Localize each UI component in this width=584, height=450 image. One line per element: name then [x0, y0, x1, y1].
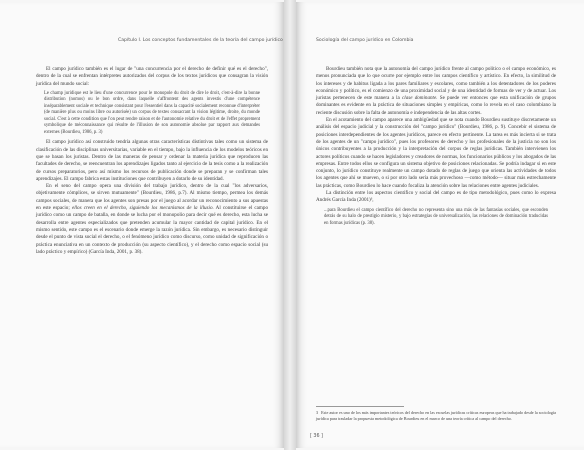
paragraph-text: En el seno del campo opera una división del trabajo jurídico, dentro de la cual "los adversarios, objetivamente cómplices, se sirven mutuamente" (Bourdieu, 1986, p.7). Al mismo tiempo, permea los demás campos sociales, de manera que los agentes son presas por el juego al acordar un reconocimiento a sus apuestas en este espacio; [36, 183, 268, 212]
footnote-text: Este autor es uno de los más importantes teóricos del derecho en las escuelas jurídicas críticas europeas que ha trabajado desde la sociología jurídica para trasladar la propuesta metodológica de Bourdieu en el marco de una teoría crítica al campo del derecho. [316, 410, 556, 421]
paragraph [316, 66, 556, 117]
footnote [316, 410, 558, 421]
right-page-body [316, 66, 556, 230]
paragraph-text: Al constituirse el campo jurídico como un campo de batalla, en donde se lucha por el monopolio para decir qué es derecho, esta lucha se desarrolla entre agentes especializados que pretenden acumular la mayor cantidad de capital jurídico. En el mismo sentido, este campo es el escenario donde emerge la razón jurídica. Sin embargo, es necesario distinguir desde el punto de vista social el derecho, o el fenómeno jurídico como discurso, como unidad de significación o práctica enunciativa en un contexto de producción (su aspecto científico), y el derecho como espacio social (su lado práctico y empírico) (García Inda, 2001, p. 38). [36, 205, 268, 255]
footnote-number: 3 [316, 410, 319, 415]
book-gutter [284, 0, 296, 450]
left-page [0, 2, 284, 448]
paragraph: El campo jurídico así construido tendría algunas otras características distintivas tales como un sistema de clasificación de las disciplinas universitarias, variable en el tiempo, bajo la influencia de los modelos teóricos en que se basan los juristas. Dentro de las maneras de pensar y ordenar la materia jurídica que reproducen las facultades de derecho, se reencuentran los aprendizajes ligados tanto al ejercicio de la tesis como a la realización de cursos preparatorios, pero así mismo los recursos de publicación donde se preparan y se confirman tales aprendizajes. El campo fabrica estas instituciones que contribuyen a dotarlo de su identidad. [36, 139, 268, 182]
block-quote-french: Le champ juridique est le lieu d'une concurrence pour le monopole du droit de dire le droit, c'est-à-dire la bonne distribution (nomos) ou le bon ordre, dans laquelle s'affrontent des agents investis d'une compétence inséparablement sociale et technique consistant pour l'essentiel dans la capacité socialement reconnue d'interpréter (de manière plus ou moins libre ou autorisée) un corpus de textes consacrant la vision légitime, droite, du monde social. C'est à cette condition que l'on peut rendre raison et de l'autonomie relative du droit et de l'effet proprement symbolique de méconnaissance qui résulte de l'illusion de son autonomie absolue par rapport aux demandes externes (Bourdieu, 1986, p. 3) [44, 90, 260, 135]
italic-phrase: ellos creen en el derecho, siguiendo los mecanismos de la illusio. [71, 205, 214, 212]
left-page-body [36, 66, 268, 256]
paragraph: En el acotamiento del campo aparece una ambigüedad que se nota cuando Bourdieu sustituye discretamente un análisis del espacio judicial y la construcción del "campo jurídico" (Bourdieu, 1986, p. 9). Concebir el sistema de posiciones interdependientes de los agentes jurídicos, parece en efecto pertinente. La tarea es más incierta si se trata de los agentes de un "campo jurídico", pues los profesores de derecho y los profesionales de la justicia no son los únicos contribuyentes a la producción y la interpretación del corpus de reglas jurídicas. También intervienen los actores políticos cuando se hacen legisladores y creadores de normas, los funcionarios públicos y los abogados de las empresas. Entre todos ellos se configura un sistema objetivo de posiciones relacionadas. Se podría indagar si en este conjunto, lo jurídico constituye realmente un campo dotado de reglas de juego que orienta las actividades de todos los agentes que ahí se mueven, o si por otro lado sería más provechoso —como método— situar más estrechamente las prácticas, como Bourdieu lo hace cuando focaliza la atención sobre las relaciones entre agentes judiciales. [316, 117, 556, 189]
italic-phrase: clase dominante. [402, 95, 438, 102]
paragraph: El campo jurídico también es el lugar de "una concurrencia por el derecho de definir qué es el derecho", dentro de la cual se enfrentan intérpretes autorizados del corpus de los textos jurídicos que consagran la visión jurídica del mundo social: [36, 66, 268, 87]
page-number: [ 36 ] [310, 434, 323, 439]
paragraph-text: Se puede ver entonces que esta unificación de grupos dominantes es evidente en la práctica de situaciones simples y empíricas, como lo revela en el caso colombiano la reciente discusión sobre la falta de autonomía e independencia de las altas cortes. [316, 95, 556, 116]
running-head-left: Capítulo I. Los conceptos fundamentales de la teoría del campo jurídico [118, 38, 283, 43]
right-page [296, 2, 584, 448]
paragraph [36, 183, 268, 256]
block-quote: ...para Bourdieu el campo científico del derecho no representa sino una más de las fantasías sociales, que esconden detrás de su halo de prestigio misterio, y bajo estrategias de universalización, las relaciones de dominación traducidas en formas jurídicas (p. 38). [324, 207, 548, 226]
running-head-right: Sociología del campo jurídico en Colombia [316, 38, 414, 43]
paragraph: La distinción entre los aspectos científico y social del campo es de tipo metodológico, pues como lo expresa Andrés García Inda (2001)³, [316, 190, 556, 204]
footnote-rule [316, 406, 404, 407]
paragraph-text: Bourdieu también nota que la autonomía del campo jurídico frente al campo político o el campo económico, es menos pronunciada que lo que ocurre por ejemplo entre los campos científico y artístico. En efecto, la similitud de los intereses y de habitus ligada a los pares familiares y escolares, como también a los detentadores de los poderes económico y político, es el comienzo de una proximidad social y de una identidad de formas de ver y de actuar. Los juristas pertenecen de este manera a la [316, 66, 556, 102]
